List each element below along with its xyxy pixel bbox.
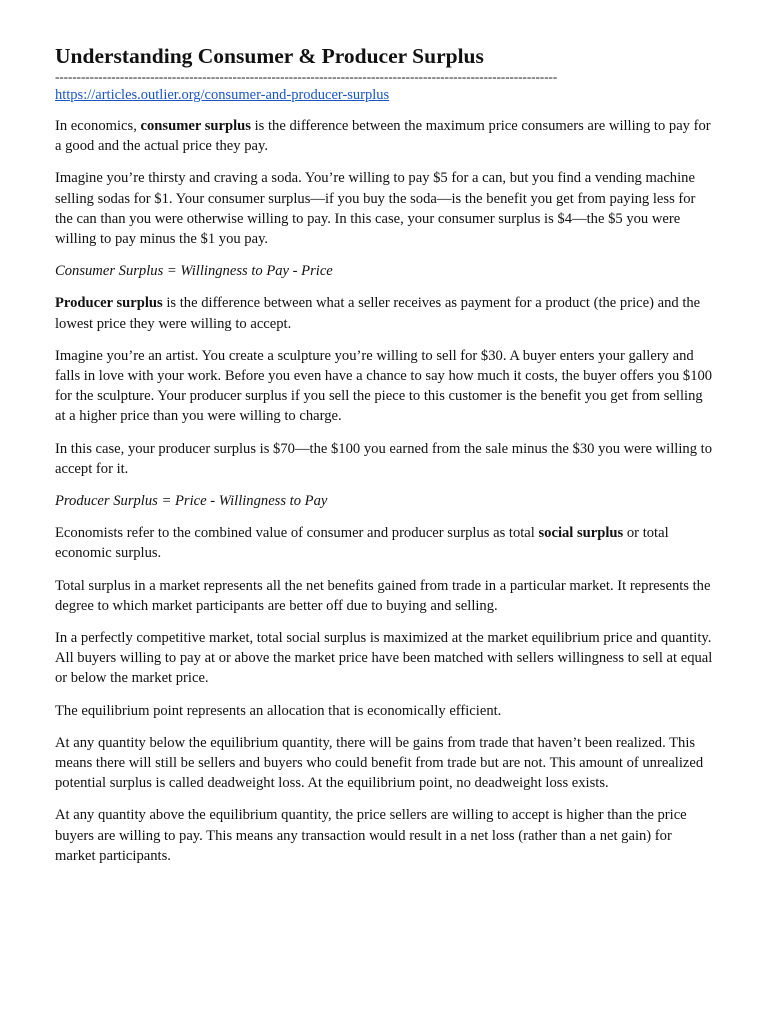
- term-consumer-surplus: consumer surplus: [140, 118, 251, 134]
- paragraph-consumer-surplus-definition: [55, 116, 713, 156]
- formula-producer-surplus: Producer Surplus = Price - Willingness to Pay: [55, 493, 328, 510]
- text-segment: Economists refer to the combined value of consumer and producer surplus as total: [55, 525, 539, 542]
- paragraph-soda-example: Imagine you’re thirsty and craving a soda. You’re willing to pay $5 for a can, but you find a vending machine selling sodas for $1. Your consumer surplus—if you buy the soda—is the benefit you get from paying less for the can than you were otherwise willing to pay. In this case, your consumer surplus is $4—the $5 you were willing to pay minus the $1 you pay.: [55, 170, 696, 248]
- paragraph-producer-surplus-result: In this case, your producer surplus is $70—the $100 you earned from the sale minus the $30 you were willing to accept for it.: [55, 440, 712, 477]
- text-segment: In economics,: [55, 118, 141, 134]
- paragraph-below-equilibrium: At any quantity below the equilibrium quantity, there will be gains from trade that haven’t been realized. This means there will still be sellers and buyers who could benefit from trade but are not. This amount of unrealized potential surplus is called deadweight loss. At the equilibrium point, no deadweight loss exists.: [55, 734, 704, 792]
- text-segment: is the difference between what a seller receives as payment for a product (the price) and the lowest price they were willing to accept.: [55, 295, 701, 332]
- paragraph-producer-surplus-definition: [55, 293, 713, 333]
- term-social-surplus: social surplus: [538, 525, 624, 542]
- paragraph-artist-example: Imagine you’re an artist. You create a sculpture you’re willing to sell for $30. A buyer enters your gallery and falls in love with your work. Before you even have a chance to say how much it costs, the buyer offers you $100 for the sculpture. Your producer surplus if you sell the piece to this customer is the benefit you get from selling at a higher price than you were willing to charge.: [55, 347, 713, 425]
- text-segment: or total economic surplus.: [55, 525, 669, 562]
- paragraph-social-surplus: [55, 523, 713, 563]
- paragraph-equilibrium-efficiency: The equilibrium point represents an allocation that is economically efficient.: [55, 702, 502, 719]
- paragraph-total-surplus: Total surplus in a market represents all the net benefits gained from trade in a particular market. It represents the degree to which market participants are better off due to buying and selling.: [55, 577, 711, 614]
- source-url-link[interactable]: https://articles.outlier.org/consumer-and-producer-surplus: [55, 87, 390, 103]
- paragraph-competitive-market: In a perfectly competitive market, total social surplus is maximized at the market equilibrium price and quantity. All buyers willing to pay at or above the market price have been matched with sellers willingness to sell at equal or below the market price.: [55, 630, 713, 687]
- page-title: Understanding Consumer & Producer Surplus: [55, 44, 484, 68]
- formula-consumer-surplus: Consumer Surplus = Willingness to Pay - Price: [55, 263, 333, 280]
- paragraph-above-equilibrium: At any quantity above the equilibrium quantity, the price sellers are willing to accept is higher than the price buyers are willing to pay. This means any transaction would result in a net loss (rather than a net gain) for market participants.: [55, 807, 687, 864]
- document-page: [55, 42, 713, 878]
- title-separator: --------------------------------------------------------------------------------------------------------------------: [55, 69, 558, 84]
- text-segment: is the difference between the maximum price consumers are willing to pay for a good and the actual price they pay.: [55, 118, 711, 155]
- term-producer-surplus: Producer surplus: [55, 295, 163, 312]
